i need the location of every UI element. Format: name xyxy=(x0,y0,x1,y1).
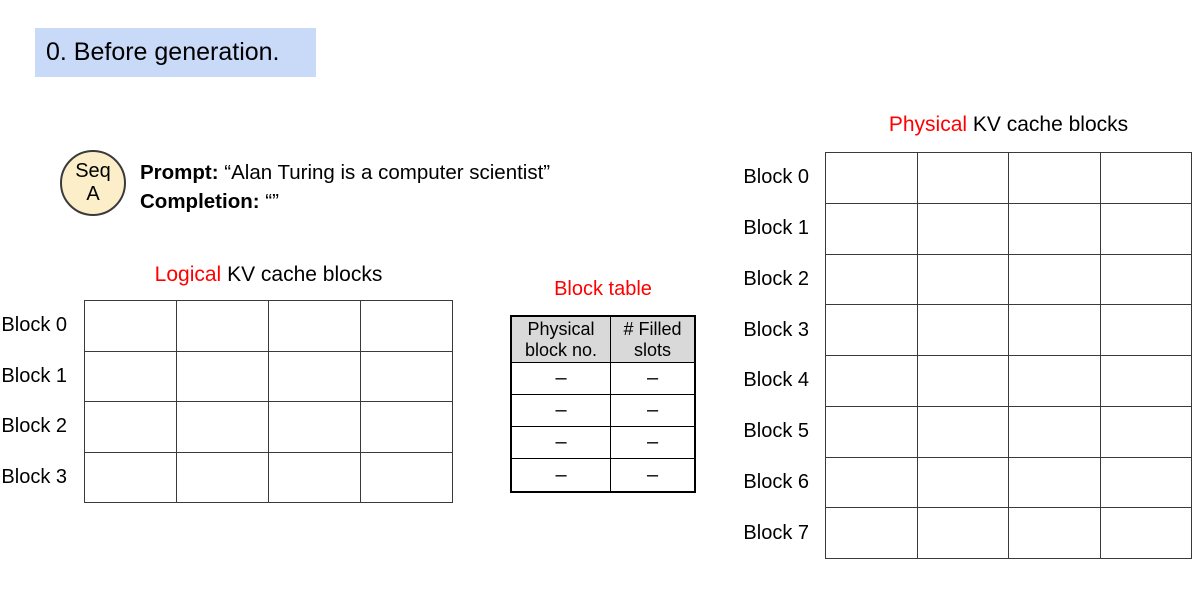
block-row-label: Block 3 xyxy=(1,466,67,489)
kv-cache-slot xyxy=(1101,204,1193,255)
prompt-text: “Alan Turing is a computer scientist” xyxy=(218,161,551,184)
prompt-label: Prompt: xyxy=(140,161,219,184)
block-table-cell: – xyxy=(646,463,659,486)
kv-cache-slot xyxy=(1009,458,1101,509)
kv-cache-slot xyxy=(918,508,1010,559)
block-table-title: Block table xyxy=(554,278,652,300)
kv-cache-slot xyxy=(361,402,453,453)
kv-cache-slot xyxy=(918,458,1010,509)
logical-kv-grid xyxy=(84,300,453,503)
kv-cache-slot xyxy=(1009,508,1101,559)
kv-cache-slot xyxy=(918,153,1010,204)
block-row-label: Block 4 xyxy=(743,369,809,392)
block-table-row xyxy=(512,395,694,427)
block-table-cell: – xyxy=(646,367,659,389)
physical-kv-title xyxy=(825,113,1192,137)
kv-cache-slot xyxy=(918,407,1010,458)
kv-cache-slot xyxy=(1101,508,1193,559)
kv-cache-slot xyxy=(1009,356,1101,407)
physical-title-rest: KV cache blocks xyxy=(967,113,1129,136)
logical-row-labels xyxy=(0,300,76,503)
completion-text: “” xyxy=(259,190,279,213)
kv-cache-slot xyxy=(1009,153,1101,204)
kv-cache-slot xyxy=(269,301,361,352)
kv-cache-slot xyxy=(826,458,918,509)
seq-badge-line2: A xyxy=(86,183,100,205)
block-table-row xyxy=(512,363,694,395)
kv-cache-slot xyxy=(269,352,361,403)
kv-cache-slot xyxy=(918,255,1010,306)
kv-cache-slot xyxy=(1101,356,1193,407)
block-table-cell: – xyxy=(512,363,611,394)
kv-cache-slot xyxy=(918,356,1010,407)
kv-cache-slot xyxy=(1009,255,1101,306)
kv-cache-slot xyxy=(269,453,361,504)
kv-cache-slot xyxy=(269,402,361,453)
block-table-header-cell: # Filled slots xyxy=(623,318,682,360)
prompt-line xyxy=(140,158,550,187)
block-row-label: Block 2 xyxy=(743,267,809,290)
completion-label: Completion: xyxy=(140,190,260,213)
kv-cache-slot xyxy=(826,255,918,306)
kv-cache-slot xyxy=(361,301,453,352)
block-row-label: Block 6 xyxy=(743,471,809,494)
kv-cache-slot xyxy=(361,453,453,504)
completion-line xyxy=(140,187,550,216)
block-table-cell: – xyxy=(512,395,611,426)
block-table-cell: – xyxy=(512,427,611,458)
kv-cache-slot xyxy=(826,356,918,407)
kv-cache-slot xyxy=(1101,153,1193,204)
kv-cache-slot xyxy=(85,301,177,352)
kv-cache-slot xyxy=(177,402,269,453)
sequence-text xyxy=(140,158,550,216)
block-row-label: Block 1 xyxy=(743,216,809,239)
kv-cache-slot xyxy=(361,352,453,403)
physical-row-labels xyxy=(738,152,818,559)
kv-cache-slot xyxy=(1101,255,1193,306)
logical-title-rest: KV cache blocks xyxy=(221,263,383,286)
block-table xyxy=(510,315,696,493)
block-table-row xyxy=(512,427,694,459)
seq-a-badge xyxy=(60,150,126,216)
block-row-label: Block 2 xyxy=(1,415,67,438)
kv-cache-slot xyxy=(1101,305,1193,356)
block-table-cell: – xyxy=(646,431,659,453)
kv-cache-slot xyxy=(826,305,918,356)
kv-cache-slot xyxy=(826,153,918,204)
kv-cache-slot xyxy=(1101,407,1193,458)
block-table-header-cell: Physical block no. xyxy=(512,317,611,362)
physical-title-highlight: Physical xyxy=(888,113,968,136)
block-row-label: Block 0 xyxy=(1,313,67,336)
kv-cache-slot xyxy=(85,352,177,403)
block-table-cell: – xyxy=(646,399,659,421)
block-row-label: Block 0 xyxy=(743,165,809,188)
kv-cache-slot xyxy=(1009,305,1101,356)
kv-cache-slot xyxy=(85,402,177,453)
kv-cache-slot xyxy=(1101,458,1193,509)
block-row-label: Block 3 xyxy=(743,318,809,341)
kv-cache-slot xyxy=(918,204,1010,255)
block-table-cell: – xyxy=(512,459,611,491)
block-table-header-row xyxy=(512,317,694,363)
logical-kv-title xyxy=(84,263,453,287)
kv-cache-slot xyxy=(85,453,177,504)
logical-title-highlight: Logical xyxy=(154,263,222,286)
block-table-row xyxy=(512,459,694,491)
kv-cache-slot xyxy=(826,204,918,255)
kv-cache-slot xyxy=(1009,204,1101,255)
kv-cache-slot xyxy=(177,453,269,504)
physical-kv-grid xyxy=(825,152,1192,559)
block-row-label: Block 7 xyxy=(743,522,809,545)
block-row-label: Block 5 xyxy=(743,420,809,443)
block-row-label: Block 1 xyxy=(1,364,67,387)
kv-cache-slot xyxy=(918,305,1010,356)
step-label-box xyxy=(35,28,316,77)
kv-cache-slot xyxy=(826,407,918,458)
step-label: 0. Before generation. xyxy=(46,38,280,66)
kv-cache-slot xyxy=(177,352,269,403)
kv-cache-slot xyxy=(177,301,269,352)
kv-cache-slot xyxy=(1009,407,1101,458)
kv-cache-slot xyxy=(826,508,918,559)
seq-badge-line1: Seq xyxy=(75,160,111,182)
